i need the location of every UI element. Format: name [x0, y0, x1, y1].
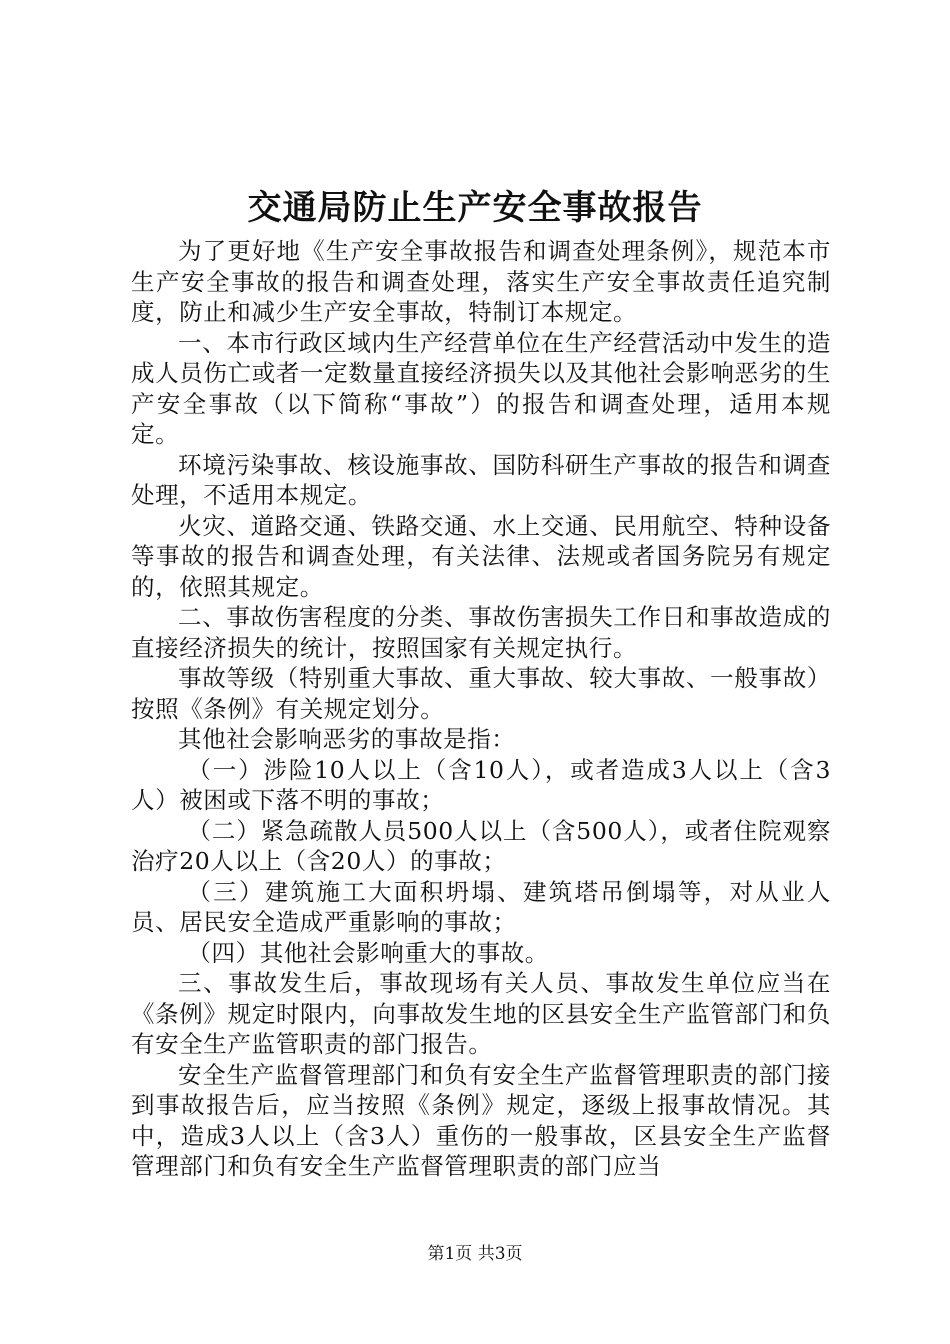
list-item-4: （四）其他社会影响重大的事故。 — [187, 938, 549, 967]
list-item-3: （三）建筑施工大面积坍塌、建筑塔吊倒塌等，对从业人员、居民安全造成严重影响的事故； — [131, 877, 831, 936]
paragraph-intro: 为了更好地《生产安全事故报告和调查处理条例》，规范本市生产安全事故的报告和调查处理，落实生产安全事故责任追究制度，防止和减少生产安全事故，特制订本规定。 — [131, 237, 831, 326]
page-footer: 第1页 共3页 — [427, 1244, 523, 1264]
paragraph-section-3: 三、事故发生后，事故现场有关人员、事故发生单位应当在《条例》规定时限内，向事故发生地的区县安全生产监管部门和负有安全生产监管职责的部门报告。 — [131, 969, 831, 1058]
paragraph-section-2: 二、事故伤害程度的分类、事故伤害损失工作日和事故造成的直接经济损失的统计，按照国家有关规定执行。 — [131, 603, 831, 662]
paragraph-section-1: 一、本市行政区域内生产经营单位在生产经营活动中发生的造成人员伤亡或者一定数量直接经济损失以及其他社会影响恶劣的生产安全事故（以下简称“事故”）的报告和调查处理，适用本规定。 — [131, 328, 831, 448]
list-item-1: （一）涉险10人以上（含10人），或者造成3人以上（含3人）被困或下落不明的事故； — [131, 755, 831, 814]
paragraph-special-cases: 火灾、道路交通、铁路交通、水上交通、民用航空、特种设备等事故的报告和调查处理，有关法律、法规或者国务院另有规定的，依照其规定。 — [131, 511, 831, 601]
document-body — [131, 236, 831, 1182]
list-item-2: （二）紧急疏散人员500人以上（含500人），或者住院观察治疗20人以上（含20人）的事故； — [131, 816, 831, 875]
document-title: 交通局防止生产安全事故报告 — [247, 188, 703, 228]
paragraph-accident-levels: 事故等级（特别重大事故、重大事故、较大事故、一般事故）按照《条例》有关规定划分。 — [131, 664, 831, 723]
paragraph-exclusions: 环境污染事故、核设施事故、国防科研生产事故的报告和调查处理，不适用本规定。 — [131, 450, 831, 509]
paragraph-reporting: 安全生产监督管理部门和负有安全生产监督管理职责的部门接到事故报告后，应当按照《条例》规定，逐级上报事故情况。其中，造成3人以上（含3人）重伤的一般事故，区县安全生产监督管理部门和负有安全生产监督管理职责的部门应当 — [131, 1060, 831, 1180]
paragraph-other-accidents: 其他社会影响恶劣的事故是指： — [178, 725, 516, 753]
